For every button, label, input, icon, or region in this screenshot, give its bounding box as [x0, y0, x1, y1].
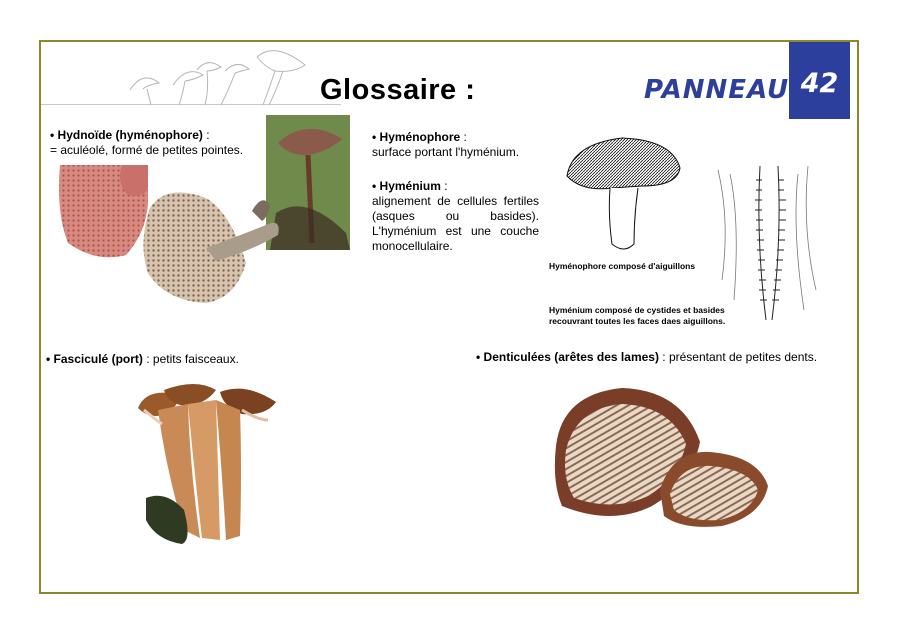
- glossary-entry-hymenium: • Hyménium : alignement de cellules fertiles (asques ou basides). L'hyménium est une couche monocellulaire.: [372, 179, 539, 253]
- term-denticulees: • Denticulées (arêtes des lames): [476, 350, 659, 364]
- term-hydnoide: • Hydnoïde (hyménophore): [50, 128, 203, 142]
- definition-denticulees: : présentant de petites dents.: [658, 350, 818, 364]
- header-mushroom-sketch: [125, 45, 315, 107]
- glossary-entry-hymenophore: • Hyménophore : surface portant l'hyménium.: [372, 130, 520, 159]
- definition-hymenophore: surface portant l'hyménium.: [372, 145, 520, 159]
- definition-fascicule: : petits faisceaux.: [142, 352, 239, 366]
- panel-number-badge: [789, 42, 850, 119]
- denticulees-photo: [552, 386, 770, 532]
- hymenium-drawing: [712, 160, 822, 325]
- glossary-entry-fascicule: [46, 352, 346, 367]
- glossary-entry-hydnoide: • Hydnoïde (hyménophore) : = aculéolé, formé de petites pointes.: [50, 128, 244, 157]
- term-hymenophore: • Hyménophore: [372, 130, 461, 144]
- page-title: Glossaire :: [320, 74, 476, 106]
- term-hymenium: • Hyménium: [372, 179, 441, 193]
- hydnoide-photo-collage: [56, 113, 351, 308]
- panel-number: 42: [800, 68, 839, 99]
- term-fascicule: • Fasciculé (port): [46, 352, 143, 366]
- caption-hymenophore-drawing: Hyménophore composé d'aiguillons: [549, 261, 696, 271]
- hymenophore-drawing: [562, 136, 687, 254]
- definition-hydnoide: = aculéolé, formé de petites pointes.: [50, 143, 244, 157]
- definition-hymenium: alignement de cellules fertiles (asques ou basides). L'hyménium est une couche monocellulaire.: [372, 194, 539, 253]
- glossary-entry-denticulees: [476, 350, 856, 365]
- caption-hymenium-drawing: Hyménium composé de cystides et basides recouvrant toutes les faces daes aiguillons.: [549, 305, 726, 326]
- fascicule-photo: [136, 380, 281, 550]
- panel-label: PANNEAU: [644, 75, 790, 105]
